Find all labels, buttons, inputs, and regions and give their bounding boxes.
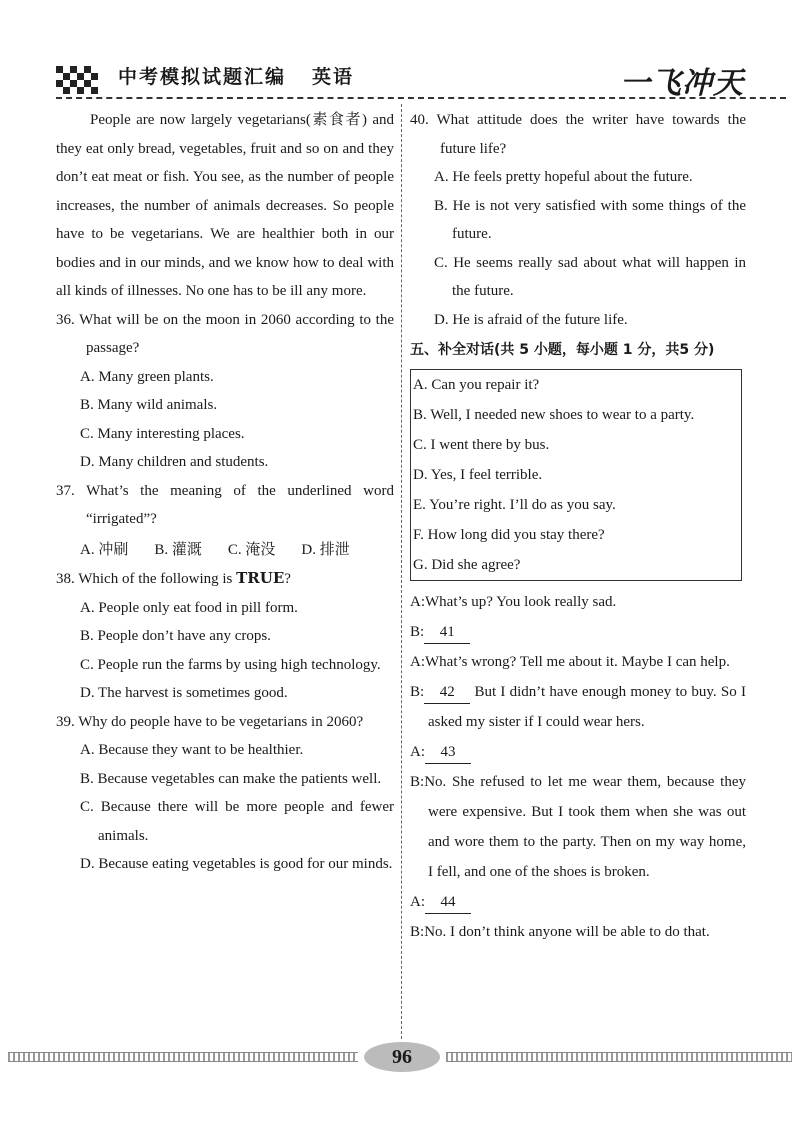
answer-blank[interactable]: 42 [424,681,470,704]
option-a: A. Many green plants. [80,368,214,385]
page-footer [0,1038,800,1078]
question-stem [56,564,394,594]
options-row [80,536,394,565]
option-a: A. Because they want to be healthier. [80,742,304,758]
dialogue [410,587,746,947]
question-stem: 36. What will be on the moon in 2060 according to the passage? [56,311,394,356]
option-a: A. People only eat food in pill form. [80,599,298,616]
speaker: A: [410,653,425,670]
option-b: B. He is not very satisfied with some things of the future. [434,197,746,242]
speaker: B: [410,623,425,640]
subject-label: 英语 [312,66,355,88]
answer-blank[interactable]: 41 [424,621,470,644]
dialogue-line [410,767,746,887]
option-a: A. 冲刷 [80,541,129,558]
right-column [410,106,746,947]
speaker: B: [410,923,425,940]
dialogue-line [410,737,746,767]
header-divider [56,97,786,99]
speaker: B: [410,773,425,790]
speaker: B: [410,683,425,700]
dialogue-line [410,677,746,737]
dialogue-line [410,917,746,947]
question-39 [56,708,394,879]
dialogue-line [410,587,746,617]
line-text: No. I don’t think anyone will be able to do that. [424,923,710,940]
option-b: B. 灌溉 [154,541,202,558]
stem-end: ? [284,571,291,587]
option-b: B. Because vegetables can make the patients well. [80,770,382,787]
stem-text: 38. Which of the following is [56,571,237,587]
stem-emphasis: TRUE [236,569,285,587]
line-text: What’s wrong? Tell me about it. Maybe I can help. [425,653,730,670]
line-text: What’s up? You look really sad. [425,593,617,610]
choice-d: D. Yes, I feel terrible. [413,466,543,483]
question-stem: 40. What attitude does the writer have towards the future life? [410,112,746,157]
page-header [0,0,800,100]
choice-c: C. I went there by bus. [413,436,550,453]
speaker: A: [410,743,425,760]
option-c: C. Many interesting places. [80,425,245,442]
choice-g: G. Did she agree? [413,556,521,573]
answer-blank[interactable]: 43 [425,741,471,764]
reading-passage: People are now largely vegetarians(素食者) and they eat only bread, vegetables, fruit and so on and they don’t eat meat or fish. You see, as the number of people increases, the number of animals decreases. So people have to be vegetarians. We are healthier both in our bodies and in our minds, and we know how to deal with all kinds of illnesses. No one has to be ill any more. [56,112,394,299]
dialogue-line [410,887,746,917]
option-c: C. 淹没 [227,541,276,558]
dialogue-line [410,617,746,647]
section-heading: 五、补全对话(共 5 小题，每小题 1 分，共5 分) [410,342,715,358]
option-c: C. He seems really sad about what will happen in the future. [434,254,746,299]
option-c: C. Because there will be more people and fewer animals. [80,799,394,844]
book-title: 中考模拟试题汇编 [118,66,287,88]
line-text: No. She refused to let me wear them, because they were expensive. But I took them when she was out and wore them to the party. Then on my way home, I fell, and one of the shoes is broken. [424,773,746,880]
speaker: A: [410,893,425,910]
answer-blank[interactable]: 44 [425,891,471,914]
option-c: C. People run the farms by using high technology. [80,656,381,673]
option-d: D. Many children and students. [80,454,269,470]
left-column [56,106,394,879]
option-d: D. He is afraid of the future life. [434,311,628,328]
question-37 [56,477,394,565]
footer-ornament-left [8,1052,358,1062]
column-divider [401,104,402,1039]
choice-b: B. Well, I needed new shoes to wear to a party. [413,406,695,423]
option-d: D. The harvest is sometimes good. [80,685,288,701]
option-d: D. Because eating vegetables is good for our minds. [80,856,393,872]
page-number: 96 [364,1042,440,1072]
checkerboard-logo-icon [56,66,100,96]
question-38 [56,564,394,708]
speaker: A: [410,593,425,610]
choices-box [410,369,742,581]
option-b: B. People don’t have any crops. [80,628,271,644]
question-stem: 37. What’s the meaning of the underlined word “irrigated”? [56,482,394,527]
choice-a: A. Can you repair it? [413,376,540,393]
footer-ornament-right [446,1052,792,1062]
choice-f: F. How long did you stay there? [413,526,605,543]
choice-e: E. You’re right. I’ll do as you say. [413,496,616,513]
brand-logo: 一飞冲天 [620,66,744,101]
option-d: D. 排泄 [301,541,350,558]
dialogue-line [410,647,746,677]
question-stem: 39. Why do people have to be vegetarians in 2060? [56,713,364,730]
line-text: But I didn’t have enough money to buy. So I asked my sister if I could wear hers. [428,683,746,730]
option-a: A. He feels pretty hopeful about the future. [434,169,693,185]
question-40 [410,106,746,334]
option-b: B. Many wild animals. [80,397,218,413]
question-36 [56,306,394,477]
